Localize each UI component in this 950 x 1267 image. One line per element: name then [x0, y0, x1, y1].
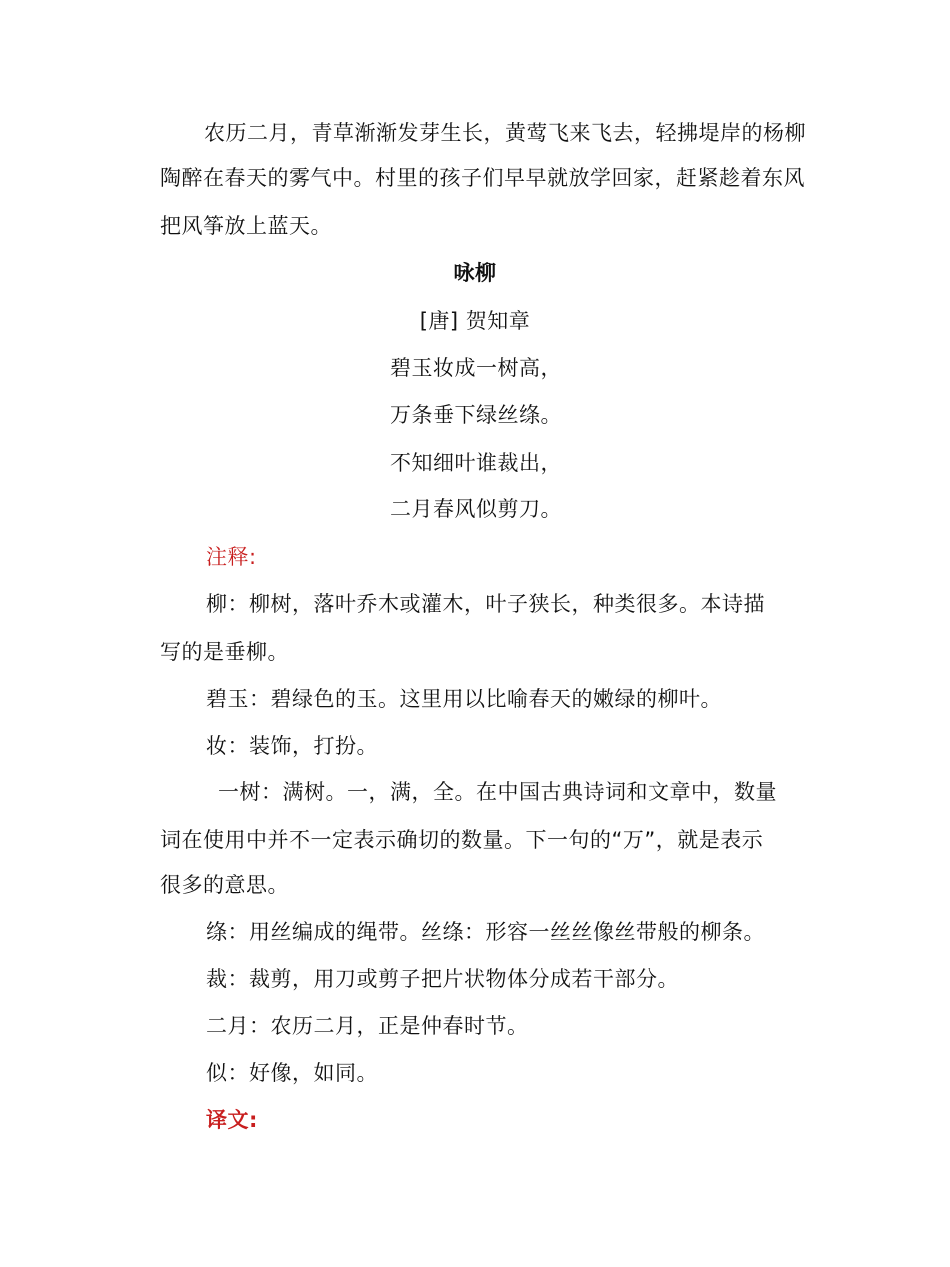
- note-line-5: 一树：满树。一，满，全。在中国古典诗词和文章中，数量: [218, 780, 777, 804]
- note-line-1: 柳：柳树，落叶乔木或灌木，叶子狭长，种类很多。本诗描: [206, 592, 765, 616]
- translation-heading: 译文:: [206, 1108, 258, 1132]
- poem-title: 咏柳: [453, 261, 497, 285]
- note-line-3: 碧玉：碧绿色的玉。这里用以比喻春天的嫩绿的柳叶。: [206, 687, 722, 711]
- poem-line-1: 碧玉妆成一树高，: [390, 356, 562, 380]
- note-line-10: 二月：农历二月，正是仲春时节。: [206, 1014, 529, 1038]
- poem-line-3: 不知细叶谁裁出，: [390, 451, 562, 475]
- intro-line-2: 陶醉在春天的雾气中。村里的孩子们早早就放学回家，赶紧趁着东风: [160, 166, 805, 190]
- note-line-11: 似：好像，如同。: [206, 1061, 378, 1085]
- note-line-8: 绦：用丝编成的绳带。丝绦：形容一丝丝像丝带般的柳条。: [206, 920, 765, 944]
- note-line-9: 裁：裁剪，用刀或剪子把片状物体分成若干部分。: [206, 967, 679, 991]
- note-line-7: 很多的意思。: [160, 873, 289, 897]
- poem-author: [唐] 贺知章: [419, 309, 531, 333]
- note-line-4: 妆：装饰，打扮。: [206, 734, 378, 758]
- note-line-2: 写的是垂柳。: [160, 640, 289, 664]
- intro-line-3: 把风筝放上蓝天。: [160, 214, 332, 238]
- poem-line-2: 万条垂下绿丝绦。: [390, 403, 562, 427]
- intro-line-1: 农历二月，青草渐渐发芽生长，黄莺飞来飞去，轻拂堤岸的杨柳: [204, 121, 806, 145]
- notes-heading: 注释:: [206, 545, 257, 569]
- note-line-6: 词在使用中并不一定表示确切的数量。下一句的“万”，就是表示: [160, 828, 764, 852]
- poem-line-4: 二月春风似剪刀。: [390, 497, 562, 521]
